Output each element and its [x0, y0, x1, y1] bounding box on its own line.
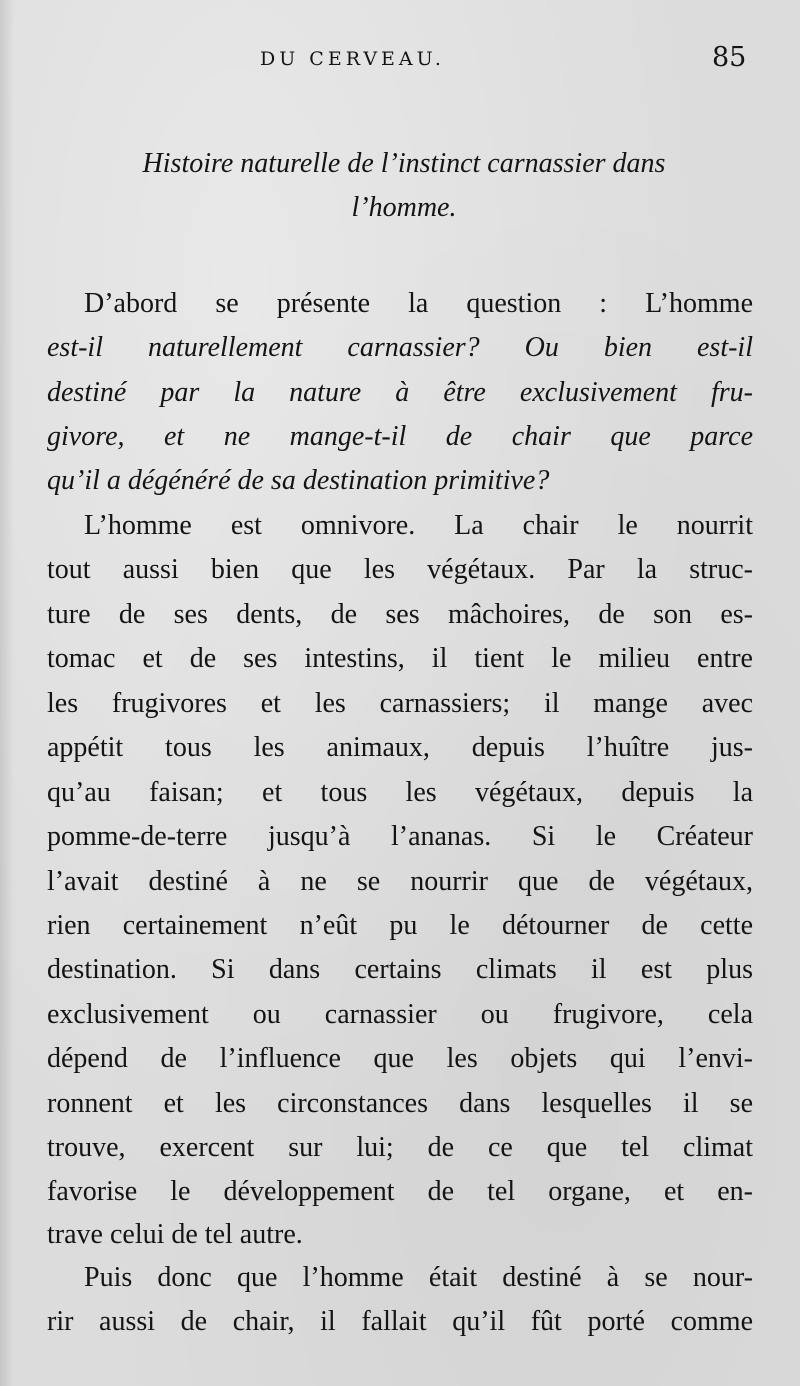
text-line: les frugivores et les carnassiers; il mange avec	[47, 688, 753, 719]
section-title-line-1: Histoire naturelle de l’instinct carnassier dans	[142, 148, 666, 179]
text-line: Puis donc que l’homme était destiné à se nour-	[84, 1262, 753, 1293]
text-line: l’avait destiné à ne se nourrir que de végétaux,	[47, 866, 753, 897]
text-line: rien certainement n’eût pu le détourner de cette	[47, 910, 753, 941]
text-line: destination. Si dans certains climats il est plus	[47, 954, 753, 985]
text-line: ture de ses dents, de ses mâchoires, de son es-	[47, 599, 753, 630]
page-edge-shadow	[0, 0, 14, 1386]
text-line: appétit tous les animaux, depuis l’huître jus-	[47, 732, 753, 763]
text-line: tomac et de ses intestins, il tient le milieu entre	[47, 643, 753, 674]
text-line: qu’il a dégénéré de sa destination primitive?	[47, 465, 550, 496]
text-line: dépend de l’influence que les objets qui l’envi-	[47, 1043, 753, 1074]
running-head: DU CERVEAU.	[260, 48, 445, 70]
text-line: pomme-de-terre jusqu’à l’ananas. Si le Créateur	[47, 821, 753, 852]
text-line: tout aussi bien que les végétaux. Par la struc-	[47, 554, 753, 585]
text-line: D’abord se présente la question : L’homme	[84, 288, 753, 319]
text-line: destiné par la nature à être exclusivement fru-	[47, 377, 753, 408]
text-line: ronnent et les circonstances dans lesquelles il se	[47, 1088, 753, 1119]
text-line: givore, et ne mange-t-il de chair que parce	[47, 421, 753, 452]
section-title-line-2: l’homme.	[351, 192, 457, 223]
text-line: trave celui de tel autre.	[47, 1219, 303, 1250]
text-line: exclusivement ou carnassier ou frugivore, cela	[47, 999, 753, 1030]
text-line: est-il naturellement carnassier? Ou bien est-il	[47, 332, 753, 363]
page-number: 85	[712, 42, 747, 73]
text-line: favorise le développement de tel organe, et en-	[47, 1176, 753, 1207]
text-line: rir aussi de chair, il fallait qu’il fût porté comme	[47, 1306, 753, 1337]
text-line: trouve, exercent sur lui; de ce que tel climat	[47, 1132, 753, 1163]
text-line: L’homme est omnivore. La chair le nourrit	[84, 510, 753, 541]
section-title	[40, 142, 768, 230]
text-line: qu’au faisan; et tous les végétaux, depuis la	[47, 777, 753, 808]
